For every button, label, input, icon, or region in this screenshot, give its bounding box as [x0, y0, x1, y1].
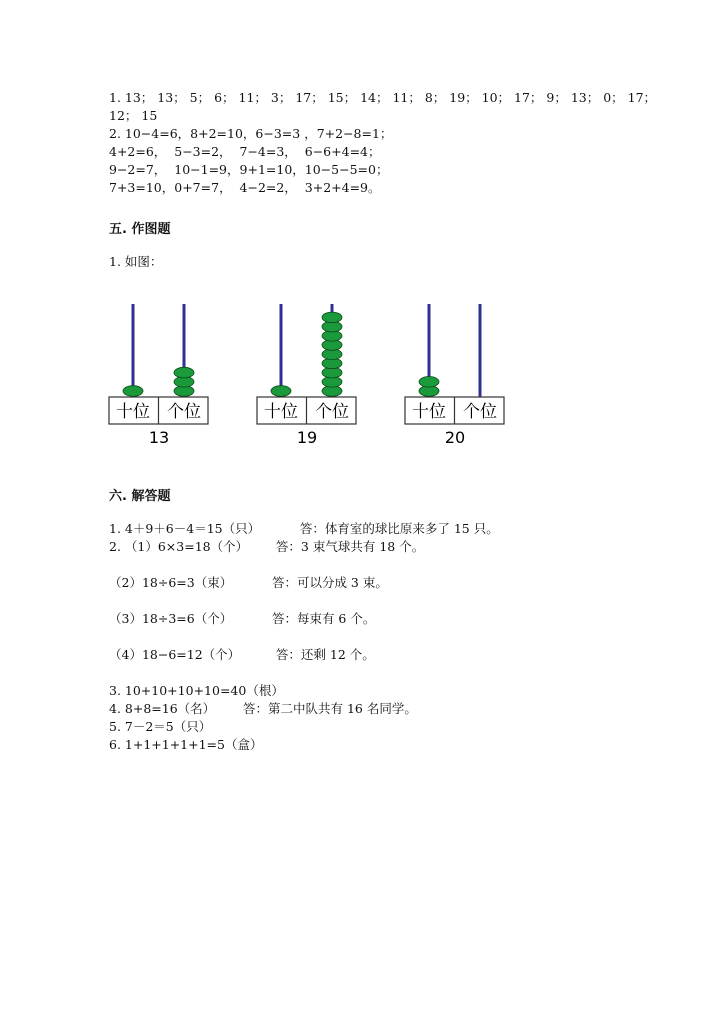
- answer-6-q6: 6. 1+1+1+1+1=5（盒）: [109, 737, 263, 752]
- abacus-number: 13: [148, 428, 170, 447]
- answer-6-q2-part-3: （3）18÷3=6（个） 答：每束有 6 个。: [109, 611, 376, 626]
- section-5-heading: 五. 作图题: [109, 222, 171, 237]
- answer-4-line-1: 1. 13； 13； 5； 6； 11； 3； 17； 15； 14； 11； 8； 19； 10； 17； 9； 13； 0； 17；: [109, 90, 657, 105]
- abacus-19: [256, 296, 358, 448]
- answer-4-line-5: 9−2=7， 10−1=9，9+1=10，10−5−5=0；: [109, 162, 389, 177]
- answer-4-line-2: 12； 15: [109, 108, 158, 123]
- answer-6-q3: 3. 10+10+10+10=40（根）: [109, 683, 284, 698]
- section-6-heading: 六. 解答题: [109, 489, 171, 504]
- abacus-number: 20: [444, 428, 466, 447]
- abacus-figure-2: [256, 296, 358, 448]
- tens-bead: [419, 377, 439, 388]
- answer-4-line-3: 2. 10−4=6，8+2=10，6−3=3 ，7+2−8=1；: [109, 126, 393, 141]
- answer-4-line-4: 4+2=6， 5−3=2， 7−4=3， 6−6+4=4；: [109, 144, 381, 159]
- answer-6-q2-part-4: （4）18−6=12（个） 答：还剩 12 个。: [109, 647, 375, 662]
- answer-6-q4: 4. 8+8=16（名） 答：第二中队共有 16 名同学。: [109, 701, 417, 716]
- abacus-number: 19: [296, 428, 318, 447]
- tens-bead: [271, 386, 291, 397]
- ones-bead: [322, 312, 342, 323]
- tens-bead: [123, 386, 143, 397]
- tens-label: 十位: [116, 402, 150, 422]
- answer-4-line-6: 7+3=10，0+7=7， 4−2=2， 3+2+4=9。: [109, 180, 381, 195]
- abacus-figure-1: [108, 296, 210, 448]
- ones-label: 个位: [315, 402, 349, 422]
- answer-6-q1: 1. 4＋9＋6－4＝15（只） 答：体育室的球比原来多了 15 只。: [109, 521, 499, 536]
- abacus-figure-3: [404, 296, 506, 448]
- ones-label: 个位: [463, 402, 497, 422]
- answer-6-q2-part-2: （2）18÷6=3（束） 答：可以分成 3 束。: [109, 575, 388, 590]
- answer-6-q2-part-1: 2. （1）6×3=18（个） 答：3 束气球共有 18 个。: [109, 539, 425, 554]
- tens-label: 十位: [264, 402, 298, 422]
- ones-bead: [174, 367, 194, 378]
- tens-label: 十位: [412, 402, 446, 422]
- abacus-20: [404, 296, 506, 448]
- answer-6-q5: 5. 7－2＝5（只）: [109, 719, 212, 734]
- ones-label: 个位: [167, 402, 201, 422]
- abacus-13: [108, 296, 210, 448]
- section-5-item-1: 1. 如图：: [109, 254, 163, 269]
- bead-layer-3: [419, 377, 439, 397]
